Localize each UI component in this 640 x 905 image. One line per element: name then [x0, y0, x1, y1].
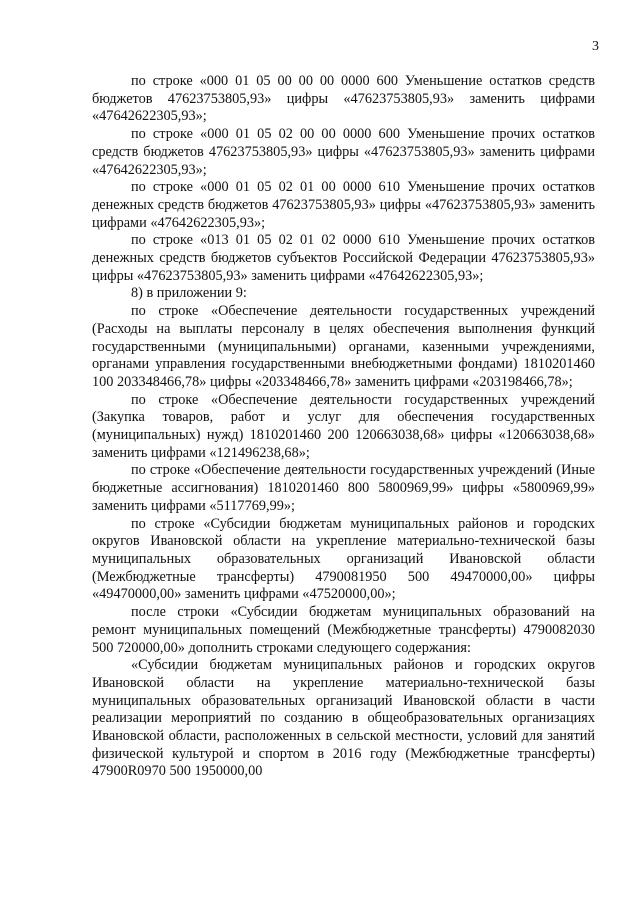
paragraph: по строке «000 01 05 02 00 00 0000 600 Уменьшение прочих остатков средств бюджетов 47623753805,93» цифры «47623753805,93» заменить цифрами «47642622305,93»;: [92, 126, 595, 178]
paragraph: после строки «Субсидии бюджетам муниципальных образований на ремонт муниципальных помещений (Межбюджетные трансферты) 4790082030 500 720000,00» дополнить строками следующего содержания:: [92, 604, 595, 656]
paragraph: по строке «Обеспечение деятельности государственных учреждений (Иные бюджетные ассигнования) 1810201460 800 5800969,99» цифры «5800969,99» заменить цифрами «5117769,99»;: [92, 462, 595, 514]
paragraph: по строке «Обеспечение деятельности государственных учреждений (Закупка товаров, работ и услуг для обеспечения государственных (муниципальных) нужд) 1810201460 200 120663038,68» цифры «120663038,68» заменить цифрами «121496238,68»;: [92, 391, 595, 461]
section-heading: 8) в приложении 9:: [131, 285, 247, 302]
document-body: [92, 73, 595, 781]
page-number: 3: [592, 39, 599, 54]
paragraph: по строке «Обеспечение деятельности государственных учреждений (Расходы на выплаты персоналу в целях обеспечения выполнения функций государственными (муниципальными) органами, казенными учреждениями, органами управления государственными внебюджетными фондами) 1810201460 100 203348466,78» цифры «203348466,78» заменить цифрами «203198466,78»;: [92, 303, 595, 390]
paragraph: по строке «000 01 05 00 00 00 0000 600 Уменьшение остатков средств бюджетов 47623753805,93» цифры «47623753805,93» заменить цифрами «47642622305,93»;: [92, 73, 595, 125]
paragraph: по строке «000 01 05 02 01 00 0000 610 Уменьшение прочих остатков денежных средств бюджетов 47623753805,93» цифры «47623753805,93» заменить цифрами «47642622305,93»;: [92, 179, 595, 231]
paragraph: «Субсидии бюджетам муниципальных районов и городских округов Ивановской области на укрепление материально-технической базы муниципальных образовательных организаций Ивановской области в части реализации мероприятий по созданию в общеобразовательных организациях Ивановской области, расположенных в сельской местности, условий для занятий физической культурой и спортом в 2016 году (Межбюджетные трансферты) 47900R0970 500 1950000,00: [92, 657, 595, 780]
paragraph: по строке «013 01 05 02 01 02 0000 610 Уменьшение прочих остатков денежных средств бюджетов субъектов Российской Федерации 47623753805,93» цифры «47623753805,93» заменить цифрами «47642622305,93»;: [92, 232, 595, 284]
paragraph: по строке «Субсидии бюджетам муниципальных районов и городских округов Ивановской области на укрепление материально-технической базы муниципальных образовательных организаций Ивановской области (Межбюджетные трансферты) 4790081950 500 49470000,00» цифры «49470000,00» заменить цифрами «47520000,00»;: [92, 515, 595, 603]
